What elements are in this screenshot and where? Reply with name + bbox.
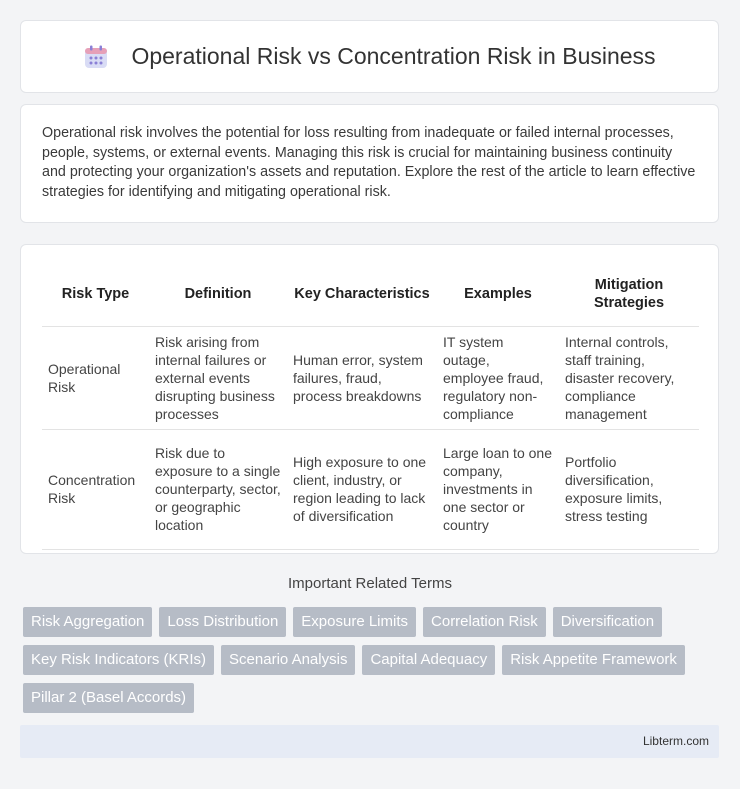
table-cell: Large loan to one company, investments in one sector or country [437, 429, 559, 549]
table-cell: Concentration Risk [42, 429, 149, 549]
term-tag[interactable]: Diversification [553, 607, 662, 637]
table-cell: High exposure to one client, industry, or region leading to lack of diversification [287, 429, 437, 549]
term-tag[interactable]: Risk Appetite Framework [502, 645, 685, 675]
page-title: Operational Risk vs Concentration Risk in Business [131, 43, 656, 69]
term-tag[interactable]: Capital Adequacy [362, 645, 495, 675]
intro-text: Operational risk involves the potential for loss resulting from inadequate or failed internal processes, people, systems, or external events. Managing this risk is crucial for maintaining business continuity and protecting your organization's assets and reputation. Explore the rest of the article to learn effective strategies for identifying and mitigating operational risk. [42, 125, 696, 200]
table-cell: Risk arising from internal failures or external events disrupting business processes [149, 326, 287, 429]
term-tag[interactable]: Exposure Limits [293, 607, 416, 637]
column-header: Key Characteristics [294, 286, 430, 303]
table-cell: Risk due to exposure to a single counterparty, sector, or geographic location [149, 429, 287, 549]
table-header-row [42, 263, 699, 326]
term-tag[interactable]: Loss Distribution [159, 607, 286, 637]
table-cell: Human error, system failures, fraud, process breakdowns [287, 326, 437, 429]
intro-card [20, 104, 719, 223]
related-terms-list [23, 607, 723, 713]
comparison-table [42, 263, 699, 550]
related-terms-title: Important Related Terms [288, 575, 452, 592]
term-tag[interactable]: Risk Aggregation [23, 607, 152, 637]
comparison-table-card [20, 244, 719, 554]
table-cell: IT system outage, employee fraud, regulatory non-compliance [437, 326, 559, 429]
term-tag[interactable]: Key Risk Indicators (KRIs) [23, 645, 214, 675]
column-header: Mitigation Strategies [593, 277, 665, 312]
footer-site-link[interactable]: Libterm.com [642, 734, 709, 748]
column-header: Examples [464, 286, 532, 303]
footer [20, 725, 719, 758]
term-tag[interactable]: Pillar 2 (Basel Accords) [23, 683, 194, 713]
term-tag[interactable]: Correlation Risk [423, 607, 546, 637]
calendar-icon [83, 44, 109, 70]
table-row [42, 429, 699, 549]
table-cell: Portfolio diversification, exposure limits, stress testing [559, 429, 699, 549]
column-header: Risk Type [61, 286, 130, 303]
table-row [42, 326, 699, 429]
header-card [20, 20, 719, 93]
term-tag[interactable]: Scenario Analysis [221, 645, 355, 675]
table-cell: Internal controls, staff training, disaster recovery, compliance management [559, 326, 699, 429]
table-cell: Operational Risk [42, 326, 149, 429]
column-header: Definition [184, 286, 252, 303]
